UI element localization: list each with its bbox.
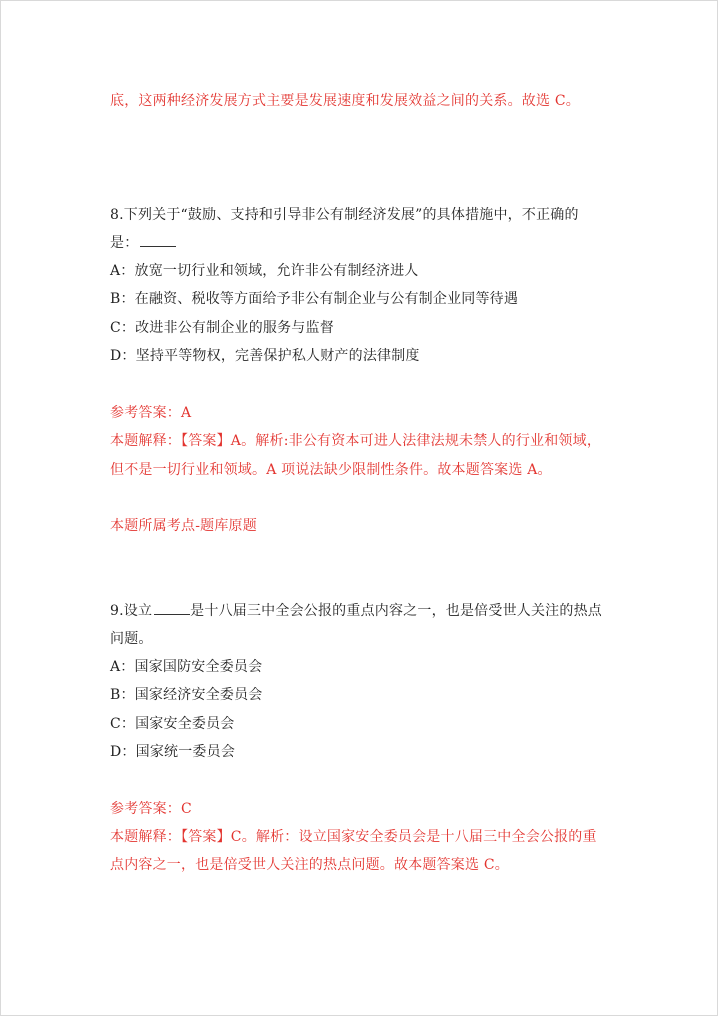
q8-option-c: C：改进非公有制企业的服务与监督 [110,320,334,336]
q8-stem-line2 [110,232,176,254]
q9-option-b: B：国家经济安全委员会 [110,687,263,703]
q9-stem-prefix: 9.设立 [110,603,153,619]
q8-source: 本题所属考点-题库原题 [110,518,257,534]
q9-answer: 参考答案：C [110,801,192,817]
q8-answer: 参考答案：A [110,405,192,421]
q8-explanation-line1: 本题解释：【答案】A。解析:非公有资本可进人法律法规未禁人的行业和领域， [110,433,602,449]
q9-stem-line1 [110,600,602,622]
q9-option-c: C：国家安全委员会 [110,716,235,732]
prev-explanation-continuation: 底，这两种经济发展方式主要是发展速度和发展效益之间的关系。故选 C。 [110,93,580,109]
q8-option-d: D：坚持平等物权，完善保护私人财产的法律制度 [110,348,420,364]
q8-option-b: B：在融资、税收等方面给予非公有制企业与公有制企业同等待遇 [110,291,519,307]
q9-stem-line2: 问题。 [110,631,153,647]
q9-option-a: A：国家国防安全委员会 [110,659,263,675]
q8-option-a: A：放宽一切行业和领域，允许非公有制经济进人 [110,263,419,279]
q8-answer-blank [140,232,176,247]
q9-explanation-line1: 本题解释：【答案】C。解析：设立国家安全委员会是十八届三中全会公报的重 [110,829,597,845]
q9-answer-blank [154,600,190,615]
q9-stem-suffix: 是十八届三中全会公报的重点内容之一，也是倍受世人关注的热点 [190,603,602,619]
q8-stem-line1: 8.下列关于“鼓励、支持和引导非公有制经济发展”的具体措施中，不正确的 [110,207,579,223]
q9-option-d: D：国家统一委员会 [110,744,236,760]
q8-stem-text: 是： [110,235,139,251]
q9-explanation-line2: 点内容之一，也是倍受世人关注的热点问题。故本题答案选 C。 [110,857,509,873]
q8-explanation-line2: 但不是一切行业和领域。A 项说法缺少限制性条件。故本题答案选 A。 [110,462,552,478]
